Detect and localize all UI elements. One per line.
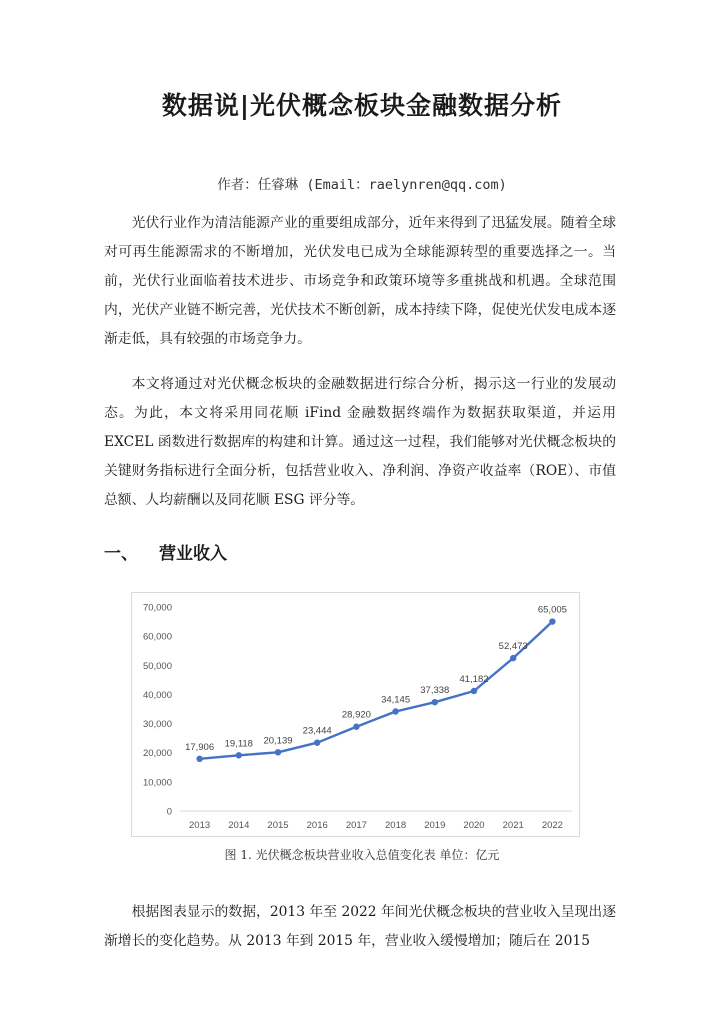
- data-label: 34,145: [381, 694, 411, 706]
- figure-caption: 图 1. 光伏概念板块营业收入总值变化表 单位：亿元: [224, 848, 500, 862]
- x-tick-label: 2013: [189, 820, 211, 831]
- data-point: [392, 708, 398, 714]
- data-label: 65,005: [537, 604, 567, 616]
- data-label: 20,139: [263, 735, 293, 747]
- y-tick-label: 50,000: [142, 660, 172, 672]
- x-tick-label: 2016: [306, 820, 328, 831]
- x-tick-label: 2018: [385, 820, 407, 831]
- intro-paragraph-2: 本文将通过对光伏概念板块的金融数据进行综合分析，揭示这一行业的发展动态。为此，本文将采用同花顺 iFind 金融数据终端作为数据获取渠道，并运用 EXCEL 函数进行数据库的构建和计算。通过这一过程，我们能够对光伏概念板块的关键财务指标进行全面分析，包括营业收入、净利润、净资产收益率（ROE）、市值总额、人均薪酬以及同花顺 ESG 评分等。: [104, 376, 616, 508]
- revenue-line-chart: [132, 593, 581, 838]
- data-label: 41,182: [459, 673, 489, 685]
- data-point: [432, 699, 438, 705]
- y-tick-label: 40,000: [142, 689, 172, 701]
- section-number: 一、: [104, 544, 138, 564]
- data-label: 23,444: [302, 725, 332, 737]
- x-tick-label: 2019: [424, 820, 446, 831]
- article-title: 数据说|光伏概念板块金融数据分析: [161, 91, 563, 120]
- y-tick-label: 10,000: [142, 777, 172, 789]
- data-point: [275, 749, 281, 755]
- data-point: [510, 655, 516, 661]
- data-label: 28,920: [341, 709, 371, 721]
- intro-paragraph-1: 光伏行业作为清洁能源产业的重要组成部分，近年来得到了迅猛发展。随着全球对可再生能源需求的不断增加，光伏发电已成为全球能源转型的重要选择之一。当前，光伏行业面临着技术进步、市场竞争和政策环境等多重挑战和机遇。全球范围内，光伏产业链不断完善，光伏技术不断创新，成本持续下降，促使光伏发电成本逐渐走低，具有较强的市场竞争力。: [104, 215, 616, 347]
- x-tick-label: 2017: [345, 820, 367, 831]
- data-label: 37,338: [420, 685, 450, 697]
- data-point: [314, 739, 320, 745]
- section-heading: [104, 539, 227, 564]
- data-point: [471, 688, 477, 694]
- data-point: [353, 724, 359, 730]
- data-point: [549, 618, 555, 624]
- analysis-paragraph: 根据图表显示的数据，2013 年至 2022 年间光伏概念板块的营业收入呈现出逐渐增长的变化趋势。从 2013 年到 2015 年，营业收入缓慢增加；随后在 2015: [104, 904, 616, 949]
- y-tick-label: 0: [166, 806, 172, 818]
- data-point: [196, 756, 202, 762]
- data-label: 19,118: [224, 738, 253, 750]
- y-tick-label: 20,000: [142, 748, 172, 760]
- data-point: [236, 752, 242, 758]
- x-tick-label: 2015: [267, 820, 289, 831]
- y-tick-label: 70,000: [142, 602, 172, 614]
- x-tick-label: 2020: [463, 820, 485, 831]
- x-tick-label: 2022: [541, 820, 563, 831]
- revenue-chart: [131, 592, 580, 837]
- y-tick-label: 30,000: [142, 719, 172, 731]
- x-tick-label: 2014: [228, 820, 250, 831]
- section-title: 营业收入: [159, 544, 227, 564]
- x-tick-label: 2021: [502, 820, 524, 831]
- y-tick-label: 60,000: [142, 631, 172, 643]
- data-label: 52,473: [498, 641, 528, 653]
- author-line: 作者：任睿琳 (Email：raelynren@qq.com): [217, 177, 507, 193]
- data-label: 17,906: [185, 741, 215, 753]
